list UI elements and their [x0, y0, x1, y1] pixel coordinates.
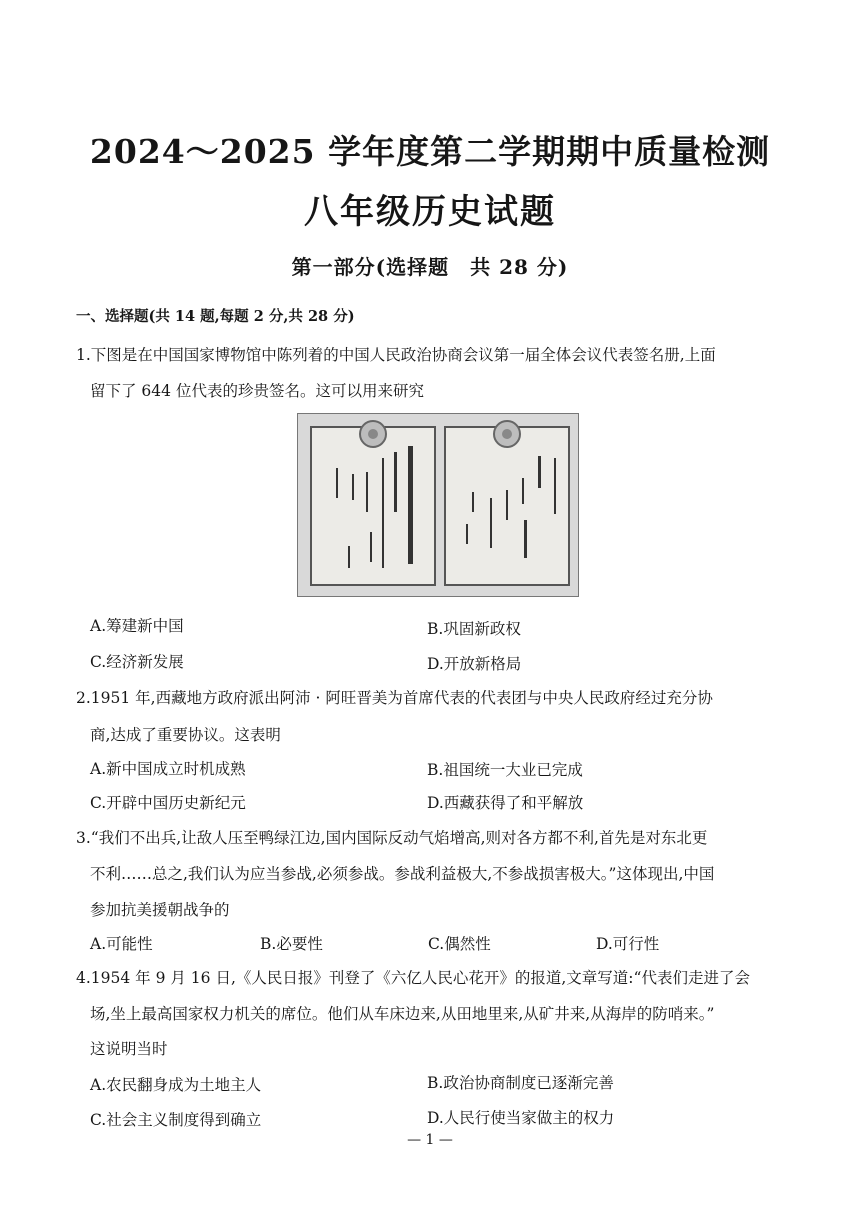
signature-book-photo [297, 413, 579, 597]
question-3-line-1: 3.“我们不出兵,让敌人压至鸭绿江边,国内国际反动气焰增高,则对各方都不利,首先是对东北更 [76, 829, 708, 847]
question-4-line-2: 场,坐上最高国家权力机关的席位。他们从车床边来,从田地里来,从矿井来,从海岸的防哨来。” [90, 1005, 715, 1023]
question-1-option-c[interactable]: C.经济新发展 [90, 653, 184, 671]
question-2-line-1: 2.1951 年,西藏地方政府派出阿沛 · 阿旺晋美为首席代表的代表团与中央人民政府经过充分协 [76, 689, 713, 707]
question-2-option-c[interactable]: C.开辟中国历史新纪元 [90, 794, 246, 812]
question-4-option-d[interactable]: D.人民行使当家做主的权力 [427, 1109, 615, 1127]
question-3-option-c[interactable]: C.偶然性 [428, 935, 491, 953]
question-2-option-b[interactable]: B.祖国统一大业已完成 [427, 761, 583, 779]
question-3-line-2: 不利……总之,我们认为应当参战,必须参战。参战利益极大,不参战损害极大。”这体现出,中国 [90, 865, 715, 883]
section-heading: 一、选择题(共 14 题,每题 2 分,共 28 分) [76, 308, 355, 325]
question-3-line-3: 参加抗美援朝战争的 [90, 901, 230, 919]
question-3-option-d[interactable]: D.可行性 [596, 935, 660, 953]
question-4-line-1: 4.1954 年 9 月 16 日,《人民日报》刊登了《六亿人民心花开》的报道,文章写道:“代表们走进了会 [76, 969, 750, 987]
question-1-option-b[interactable]: B.巩固新政权 [427, 620, 521, 638]
signature-page-right [444, 426, 570, 586]
question-1-option-d[interactable]: D.开放新格局 [427, 655, 522, 673]
question-4-option-c[interactable]: C.社会主义制度得到确立 [90, 1111, 262, 1129]
question-4-line-3: 这说明当时 [90, 1040, 168, 1058]
question-3-option-b[interactable]: B.必要性 [260, 935, 323, 953]
question-4-option-a[interactable]: A.农民翻身成为土地主人 [90, 1076, 262, 1094]
question-1-line-1: 1.下图是在中国国家博物馆中陈列着的中国人民政治协商会议第一届全体会议代表签名册,上面 [76, 346, 716, 364]
exam-subtitle: 八年级历史试题 [304, 192, 556, 232]
national-emblem-icon [359, 420, 387, 448]
question-2-option-a[interactable]: A.新中国成立时机成熟 [90, 760, 246, 778]
question-2-line-2: 商,达成了重要协议。这表明 [90, 726, 281, 744]
question-4-option-b[interactable]: B.政治协商制度已逐渐完善 [427, 1074, 614, 1092]
question-1-option-a[interactable]: A.筹建新中国 [90, 617, 184, 635]
question-3-option-a[interactable]: A.可能性 [90, 935, 153, 953]
question-2-option-d[interactable]: D.西藏获得了和平解放 [427, 794, 584, 812]
exam-title: 2024～2025 学年度第二学期期中质量检测 [89, 132, 771, 171]
question-1-line-2: 留下了 644 位代表的珍贵签名。这可以用来研究 [90, 382, 424, 400]
page-number: — 1 — [407, 1132, 453, 1148]
part-title: 第一部分(选择题 共 28 分) [291, 255, 569, 279]
signature-page-left [310, 426, 436, 586]
national-emblem-icon [493, 420, 521, 448]
